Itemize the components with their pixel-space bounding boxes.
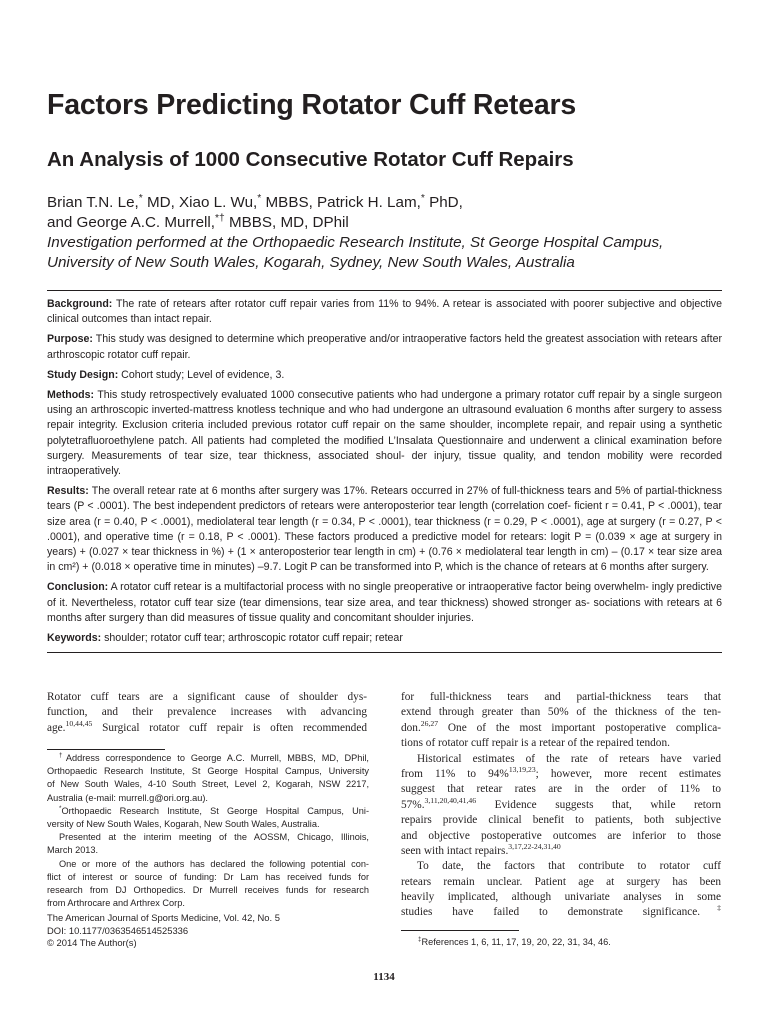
institution-line-2: University of New South Wales, Kogarah, Sydney, New South Wales, Australia — [47, 254, 575, 271]
body-line: function, and their prevalence increases with advancing — [47, 706, 367, 719]
journal-name: The American Journal of Sports Medicine, Vol. 42, No. 5 — [47, 912, 280, 923]
footnote-line: research from DJ Orthopedics. Dr Murrell receives funds for research — [47, 885, 369, 896]
footnote-affiliation: *Orthopaedic Research Institute, St George Hospital Campus, Uni- — [59, 804, 369, 816]
body-line: retears remain unclear. Patient age at surgery has been — [401, 875, 721, 888]
article-title: Factors Predicting Rotator Cuff Retears — [47, 89, 577, 121]
body-line: seen with intact repairs.$^{3,17,22-24,31,40}$ — [401, 842, 561, 857]
body-line: age.$^{10,44,45}$ Surgical rotator cuff repair is often recommended — [47, 719, 367, 734]
abstract-keywords: Keywords: shoulder; rotator cuff tear; arthroscopic rotator cuff repair; retear — [47, 632, 403, 645]
footnote-line: flict of interest or source of funding: Dr Lam has received funds for — [47, 871, 369, 882]
body-line: heavily implicated, although univariate analyses in some — [401, 891, 721, 904]
abstract-conclusion: Conclusion: A rotator cuff retear is a multifactorial process with no single preoperative or intraoperative factor being overwhelm- ingly predictive of it. Nevertheless, rotator cuff tear size (tear dimensions, tear size area, and tear thickness) showed stronger as- sociations with retears at 6 months after surgery than did measures of tissue quality and concomitant shoulder injuries. — [47, 581, 723, 624]
body-column-left — [47, 690, 367, 736]
body-line: Rotator cuff tears are a significant cause of shoulder dys- — [47, 691, 367, 703]
page-number: 1134 — [373, 971, 395, 983]
abstract-purpose: Purpose: This study was designed to determine which preoperative and/or intraoperative factors held the greatest association with retears after arthroscopic rotator cuff repair. — [47, 333, 722, 361]
footnote-rule — [47, 749, 165, 750]
footnote-line: versity of New South Wales, Kogarah, New South Wales, Australia. — [47, 819, 320, 830]
footnote-presented: Presented at the interim meeting of the AOSSM, Chicago, Illinois, — [59, 832, 369, 843]
footnote-rule — [401, 930, 519, 931]
body-line: studies have failed to demonstrate significance.‡ — [401, 903, 721, 919]
footnote-correspondence: †Address correspondence to George A.C. Murrell, MBBS, MD, DPhil, — [59, 751, 369, 763]
journal-copyright: © 2014 The Author(s) — [47, 937, 137, 949]
author-line-1: Brian T.N. Le,* MD, Xiao L. Wu,* MBBS, Patrick H. Lam,* PhD, — [47, 192, 463, 211]
journal-doi: DOI: 10.1177/0363546514525336 — [47, 924, 189, 936]
abstract-background: Background: The rate of retears after rotator cuff repair varies from 11% to 94%. A retear is associated with poorer subjective and objective clinical outcomes than intact repair. — [47, 298, 722, 326]
footnote-conflict: One or more of the authors has declared the following potential con- — [59, 858, 369, 869]
body-line: and objective postoperative outcomes are inferior to those — [401, 829, 721, 842]
abstract-box — [47, 290, 722, 653]
body-line: 57%.$^{3,11,20,40,41,46}$ Evidence suggests that, while retorn — [401, 795, 721, 811]
author-line-2: and George A.C. Murrell,*† MBBS, MD, DPhil — [47, 212, 349, 231]
footnote-line: Orthopaedic Research Institute, St George Hospital Campus, University — [47, 766, 369, 777]
journal-info — [47, 912, 377, 950]
body-column-right — [401, 690, 721, 921]
abstract-study-design: Study Design: Cohort study; Level of evidence, 3. — [47, 368, 285, 381]
body-line: extend through greater than 50% of the thickness of the ten- — [401, 706, 721, 719]
body-line: Historical estimates of the rate of retears have varied — [417, 752, 721, 765]
body-line: don.$^{26,27}$ One of the most important postoperative complica- — [401, 719, 721, 734]
body-line: for full-thickness tears and partial-thickness tears that — [401, 691, 721, 703]
footnotes-left — [47, 752, 369, 910]
institution-line-1: Investigation performed at the Orthopaedic Research Institute, St George Hospital Campus, — [47, 234, 664, 251]
abstract-results: Results: The overall retear rate at 6 months after surgery was 17%. Retears occurred in 27% of full-thickness tears and 5% of partial-thickness tears (P < .0001). The best independent predictors of retears were anteroposterior tear length (correlation coef- ficient r = 0.41, P < .0001), tear size area (r = 0.40, P < .0001), mediolateral tear length (r = 0.34, P < .0001), tear thickness (r = 0.29, P < .0001), age at surgery (r = 0.27, P < .0001), and operative time (r = 0.18, P < .0001). These factors produced a predictive model for retears: logit P = (0.039 × age at surgery in years) + (0.027 × tear thickness in %) + (1 × anteroposterior tear length in cm) + (0.76 × mediolateral tear length in cm) – (0.17 × tear size area in cm²) + (0.018 × operative time in minutes) –9.7. Logit P can be transformed into P, which is the chance of retears at 6 months after surgery. — [47, 485, 722, 574]
body-line: To date, the factors that contribute to rotator cuff — [417, 860, 721, 873]
footnote-line: from Arthrocare and Arthrex Corp. — [47, 898, 185, 909]
footnote-line: of New South Wales, 4-10 South Street, Level 2, Kogarah, NSW 2217, — [47, 779, 369, 790]
footnote-line: March 2013. — [47, 845, 99, 856]
body-line: from 11% to 94%$^{13,19,23}$; however, more recent estimates — [401, 765, 721, 780]
abstract-methods: Methods: This study retrospectively evaluated 1000 consecutive patients who had undergone a primary rotator cuff repair by a single surgeon using an arthroscopic inverted-mattress knotless technique and who had undergone an ultrasound evaluation 6 months after surgery to assess repair integrity. Exclusion criteria included previous rotator cuff repair on the same shoulder, incomplete repair, and repair using a synthetic polytetrafluoroethylene patch. All patients had completed the modified L’Insalata Questionnaire and underwent a clinical examination before surgery. Measurements of tear size, tear thickness, associated shoul- der injury, tissue quality, and tendon mobility were recorded intraoperatively. — [47, 389, 723, 478]
author-block — [47, 193, 727, 273]
footnote-line: Australia (e-mail: murrell.g@ori.org.au). — [47, 792, 208, 803]
article-subtitle: An Analysis of 1000 Consecutive Rotator Cuff Repairs — [47, 148, 574, 171]
body-line: tions of rotator cuff repair is a retear of the repaired tendon. — [401, 737, 670, 750]
body-line: repairs provide clinical benefit to patients, both subjective — [401, 814, 721, 827]
body-line: suggest that retear rates are in the order of 11% to — [401, 783, 721, 796]
footnote-references: ‡References 1, 6, 11, 17, 19, 20, 22, 31, 34, 46. — [418, 935, 611, 947]
